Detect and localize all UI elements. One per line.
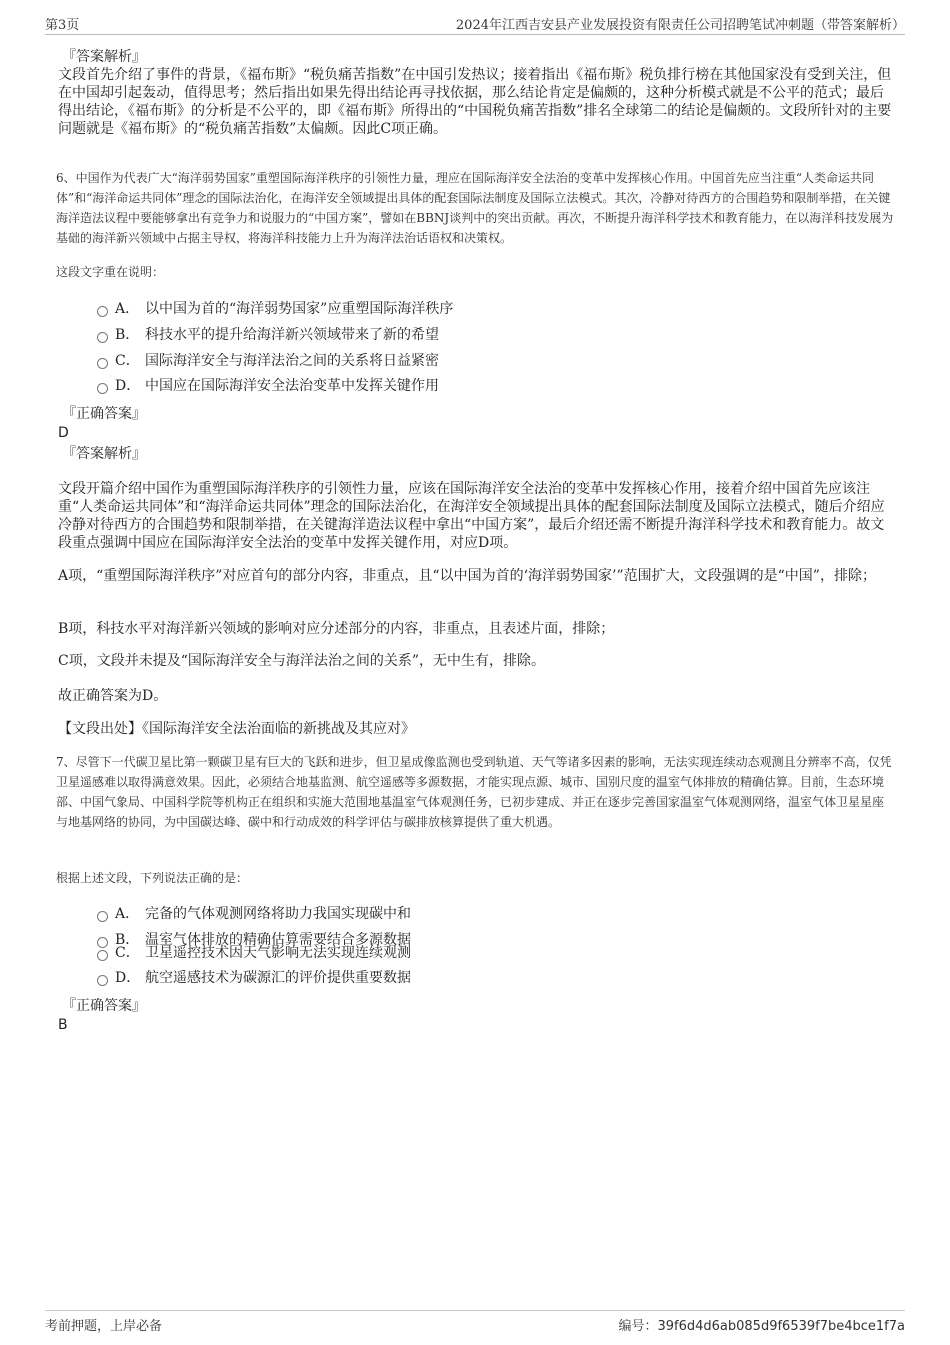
q6-question-text: 6、中国作为代表广大“海洋弱势国家”重塑国际海洋秩序的引领性力量，理应在国际海洋安全法治的变革中发挥核心作用。中国首先应当注重“人类命运共同体”和“海洋命运共同体”理念的国际法治化，在海洋安全领域提出具体的配套国际法制度及国际立法模式。其次，冷静对待西方的合围趋势和限制举措，在关键海洋造法议程中要能够拿出有竞争力和说服力的“中国方案”，譬如在BBNJ谈判中的突出贡献。再次，不断提升海洋科学技术和教育能力，在以海洋科技发展为基础的海洋新兴领域中占据主导权，将海洋科技能力上升为海洋法治话语权和决策权。 bbox=[56, 171, 894, 245]
document-title: 2024年江西吉安县产业发展投资有限责任公司招聘笔试冲刺题（带答案解析） bbox=[455, 18, 905, 33]
radio-button[interactable] bbox=[97, 358, 108, 369]
q6-option-a[interactable]: A． 以中国为首的“海洋弱势国家”应重塑国际海洋秩序 bbox=[95, 299, 795, 319]
q6-option-c[interactable]: C． 国际海洋安全与海洋法治之间的关系将日益紧密 bbox=[95, 351, 795, 371]
radio-button[interactable] bbox=[97, 383, 108, 394]
q6-analysis-p5: 故正确答案为D。 bbox=[58, 688, 168, 704]
q7-answer: B bbox=[58, 1017, 68, 1033]
q6-answer-label: 『正确答案』 bbox=[62, 406, 146, 422]
page-footer bbox=[45, 1310, 905, 1333]
q7-option-a[interactable]: A． 完备的气体观测网络将助力我国实现碳中和 bbox=[95, 904, 795, 924]
radio-button[interactable] bbox=[97, 950, 108, 961]
q6-analysis-p3: B项，科技水平对海洋新兴领域的影响对应分述部分的内容，非重点，且表述片面，排除； bbox=[58, 621, 615, 637]
q7-answer-label: 『正确答案』 bbox=[62, 998, 146, 1014]
q6-option-d[interactable]: D． 中国应在国际海洋安全法治变革中发挥关键作用 bbox=[95, 376, 795, 396]
q6-option-b[interactable]: B． 科技水平的提升给海洋新兴领域带来了新的希望 bbox=[95, 325, 795, 345]
q6-answer: D bbox=[58, 425, 69, 441]
q6-source: 【文段出处】《国际海洋安全法治面临的新挑战及其应对》 bbox=[58, 721, 415, 737]
q7-option-c[interactable]: C． 卫星遥控技术因天气影响无法实现连续观测 bbox=[95, 943, 795, 963]
q7-prompt: 根据上述文段，下列说法正确的是： bbox=[56, 871, 249, 885]
q6-prompt: 这段文字重在说明： bbox=[56, 265, 165, 279]
q6-analysis-p2: A项，“重塑国际海洋秩序”对应首句的部分内容，非重点，且“以中国为首的‘海洋弱势国家’”范围扩大，文段强调的是“中国”，排除； bbox=[58, 568, 876, 584]
q7-option-d[interactable]: D． 航空遥感技术为碳源汇的评价提供重要数据 bbox=[95, 968, 795, 988]
footer-code: 编号：39f6d4d6ab085d9f6539f7be4bce1f7a bbox=[618, 1319, 905, 1334]
radio-button[interactable] bbox=[97, 306, 108, 317]
footer-slogan: 考前押题，上岸必备 bbox=[45, 1319, 163, 1334]
q7-option-b[interactable]: B． 温室气体排放的精确估算需要结合多源数据 bbox=[95, 930, 795, 950]
page-header bbox=[45, 14, 905, 35]
q6-analysis-p4: C项，文段并未提及“国际海洋安全与海洋法治之间的关系”，无中生有，排除。 bbox=[58, 653, 546, 669]
q6-analysis-p1: 文段开篇介绍中国作为重塑国际海洋秩序的引领性力量，应该在国际海洋安全法治的变革中发挥核心作用，接着介绍中国首先应该注重“人类命运共同体”和“海洋命运共同体”理念的国际法治化，在海洋安全领域提出具体的配套国际法制度及国际立法模式，随后介绍应冷静对待西方的合围趋势和限制举措，在关键海洋造法议程中拿出“中国方案”，最后介绍还需不断提升海洋科学技术和教育能力。故文段重点强调中国应在国际海洋安全法治的变革中发挥关键作用，对应D项。 bbox=[58, 481, 885, 551]
radio-button[interactable] bbox=[97, 975, 108, 986]
q6-analysis-label: 『答案解析』 bbox=[62, 446, 146, 462]
page-number: 第3页 bbox=[45, 18, 80, 33]
radio-button[interactable] bbox=[97, 911, 108, 922]
q7-question-text: 7、尽管下一代碳卫星比第一颗碳卫星有巨大的飞跃和进步，但卫星成像监测也受到轨道、天气等诸多因素的影响，无法实现连续动态观测且分辨率不高，仅凭卫星遥感难以取得满意效果。因此，必须结合地基监测、航空遥感等多源数据，才能实现点源、城市、国别尺度的温室气体排放的精确估算。目前，生态环境部、中国气象局、中国科学院等机构正在组织和实施大范围地基温室气体观测任务，已初步建成、并正在逐步完善国家温室气体观测网络，温室气体卫星星座与地基网络的协同，为中国碳达峰、碳中和行动成效的科学评估与碳排放核算提供了重大机遇。 bbox=[56, 755, 892, 829]
radio-button[interactable] bbox=[97, 332, 108, 343]
q5-analysis-text: 文段首先介绍了事件的背景，《福布斯》“税负痛苦指数”在中国引发热议；接着指出《福布斯》税负排行榜在其他国家没有受到关注，但在中国却引起轰动，值得思考；然后指出如果先得出结论再寻找依据，那么结论肯定是偏颇的，这种分析模式就是不公平的范式；最后得出结论，《福布斯》的分析是不公平的，即《福布斯》所得出的“中国税负痛苦指数”排名全球第二的结论是偏颇的。文段所针对的主要问题就是《福布斯》的“税负痛苦指数”太偏颇。因此C项正确。 bbox=[58, 67, 892, 137]
q5-analysis-label: 『答案解析』 bbox=[62, 49, 146, 65]
